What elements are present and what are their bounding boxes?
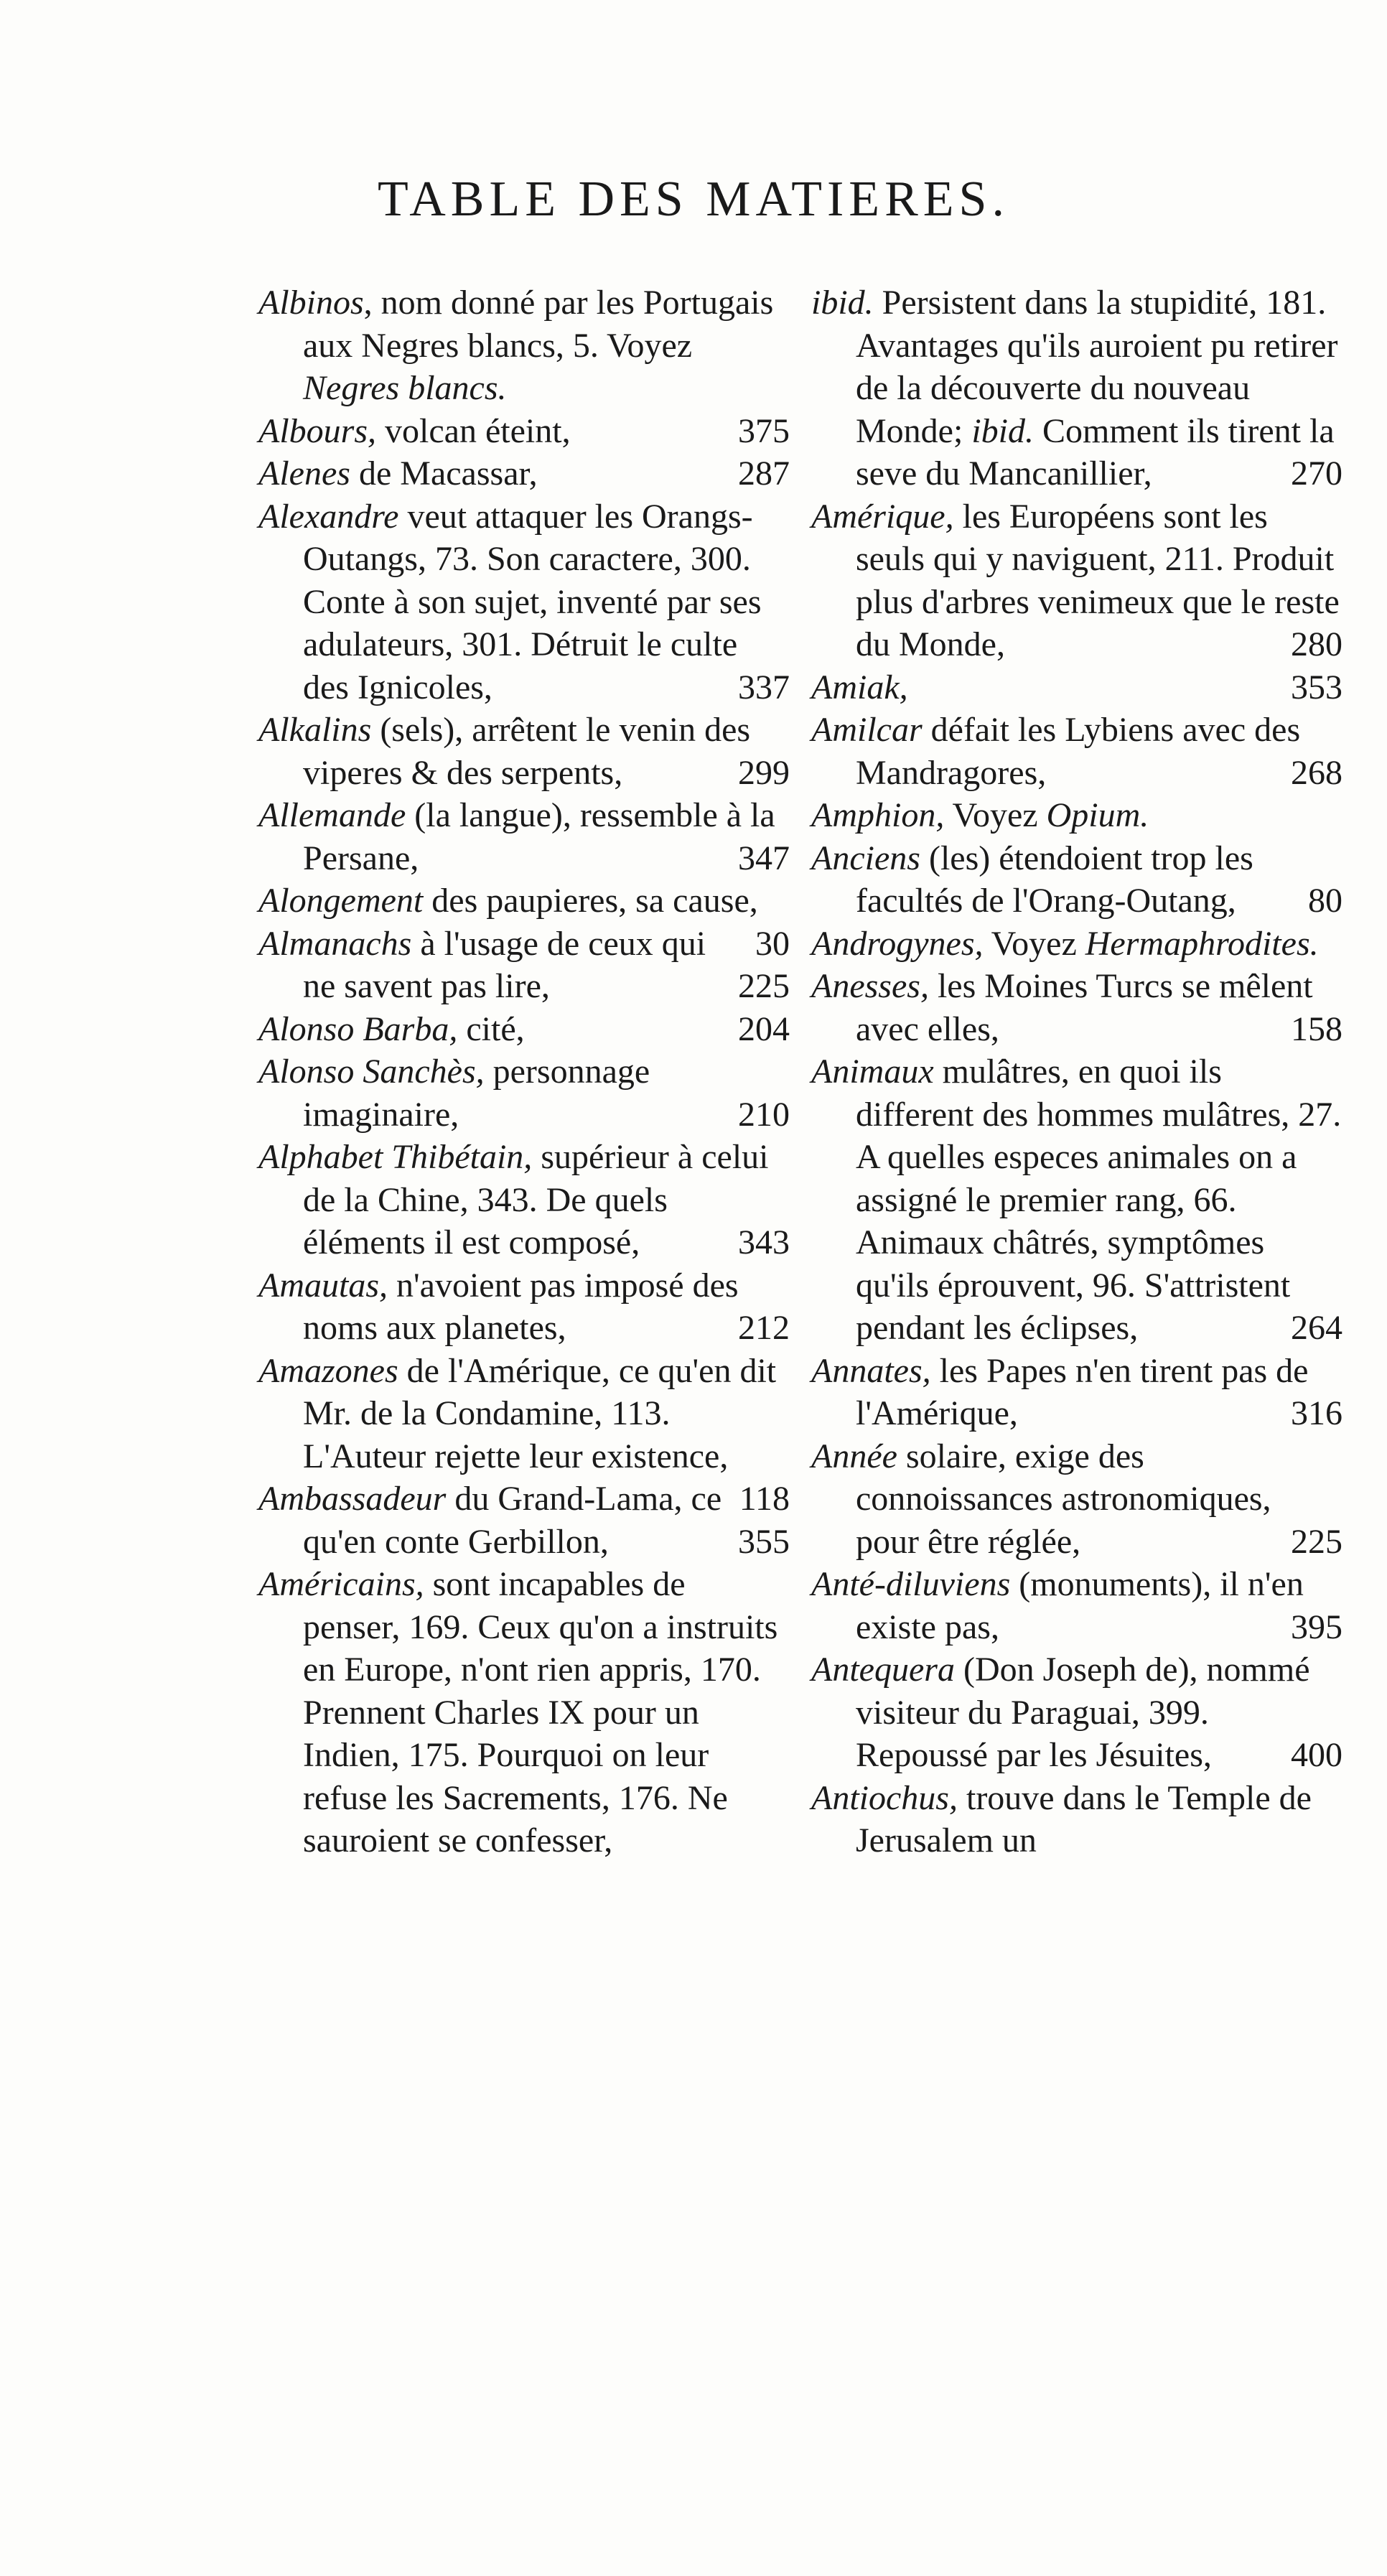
entry-text: veut attaquer les Orangs-Outangs, 73. Son caractere, 300. Conte à son sujet, inventé par ses adulateurs, 301. Détruit le culte des Ignicoles, [303,497,762,706]
index-entry [258,794,790,879]
entry-text: de Macassar, [358,454,538,493]
entry-text: Voyez [991,924,1077,963]
entry-text: les Moines Turcs se mêlent avec elles, [856,967,1313,1048]
index-entry [811,1777,1342,1862]
entry-page-number: 264 [1291,1309,1342,1347]
entry-page-number: 375 [738,411,790,450]
entry-text: , nom donné par les Portugais aux Negres blancs, 5. Voyez [303,284,774,365]
index-entry [811,837,1342,923]
index-column-right [811,281,1342,1862]
index-entry [811,1435,1342,1564]
index-entry [811,1563,1342,1648]
entry-page-number: 343 [738,1223,790,1261]
page-title: TABLE DES MATIERES. [378,172,1009,227]
entry-term: Antequera [811,1651,955,1689]
entry-page-number: 268 [1291,753,1342,792]
entry-term: Antiochus, [811,1778,958,1817]
entry-term: Année [811,1437,897,1475]
entry-page-number: 225 [1291,1522,1342,1561]
entry-term: ibid. [811,284,874,322]
entry-page-number: 30 [755,924,790,963]
entry-page-number: 280 [1291,625,1342,663]
index-entry [811,965,1342,1050]
entry-term: Américains, [258,1565,424,1603]
entry-term: Anté-diluviens [811,1565,1011,1603]
entry-term: Amphion, [811,796,945,834]
entry-text: (sels), arrêtent le venin des viperes & des serpents, [303,711,751,792]
entry-page-number: 212 [738,1309,790,1347]
entry-term: Ambassadeur [258,1480,447,1518]
entry-page-number: 355 [738,1522,790,1561]
entry-text: du Grand-Lama, ce qu'en conte Gerbillon, [303,1480,722,1561]
entry-page-number: 337 [738,668,790,706]
entry-text: de l'Amérique, ce qu'en dit Mr. de la Condamine, 113. L'Auteur rejette leur existence, [303,1351,777,1475]
index-entry [258,923,790,1008]
entry-page-number: 204 [738,1009,790,1048]
entry-text: Persistent dans la stupidité, 181. Avantages qu'ils auroient pu retirer de la découverte du nouveau Monde; [856,284,1338,450]
entry-text: n'avoient pas imposé des noms aux planetes, [303,1266,739,1347]
entry-text: trouve dans le Temple de Jerusalem un [856,1778,1312,1859]
index-entry [811,709,1342,794]
index-entry [811,1050,1342,1350]
entry-term: Anciens [811,839,920,877]
entry-page-number: 287 [738,454,790,493]
index-entry [258,1008,790,1051]
entry-term: Alexandre [258,497,399,536]
entry-term: Amilcar [811,711,923,749]
entry-text: les Européens sont les seuls qui y naviguent, 211. Produit plus d'arbres venimeux que le reste du Monde, [856,497,1340,663]
entry-page-number: 299 [738,753,790,792]
index-entry [258,1264,790,1350]
index-entry [258,1050,790,1136]
entry-term: Androgynes, [811,924,984,963]
entry-text: (la langue), ressemble à la Persane, [303,796,775,877]
index-entry [258,281,790,410]
index-entry [258,1563,790,1862]
entry-text: défait les Lybiens avec des Mandragores, [856,711,1301,792]
entry-text: volcan éteint, [385,411,571,450]
entry-page-number: 210 [738,1095,790,1134]
entry-term: Albours, [258,411,377,450]
entry-term: Almanachs [258,924,412,963]
entry-text: sont incapables de penser, 169. Ceux qu'on a instruits en Europe, n'ont rien appris, 170. Prennent Charles IX pour un Indien, 175. Pourquoi on leur refuse les Sacrements, 176. Ne sauroient se confesser, [303,1565,778,1859]
index-entry [811,923,1342,966]
entry-term: Albinos [258,284,364,322]
entry-text: les Papes n'en tirent pas de l'Amérique, [856,1351,1309,1432]
entry-page-number: 270 [1291,454,1342,493]
entry-term: Alkalins [258,711,372,749]
index-column-left [258,281,790,1862]
entry-page-number: 395 [1291,1607,1342,1646]
entry-reference: Negres blancs. [303,369,507,407]
entry-text: à l'usage de ceux qui ne savent pas lire, [303,924,706,1005]
index-entry [258,1478,790,1563]
entry-page-number: 118 [739,1480,790,1518]
entry-page-number: 353 [1291,668,1342,706]
index-entry [258,452,790,495]
index-entry [811,1350,1342,1435]
index-entry [258,495,790,709]
entry-page-number: 158 [1291,1009,1342,1048]
entry-text: Voyez [952,796,1038,834]
entry-term: Amautas, [258,1266,388,1305]
entry-page-number: 225 [738,967,790,1005]
index-entry [811,666,1342,709]
index-entry [258,1136,790,1264]
entry-term: Anesses, [811,967,929,1005]
entry-term: Annates, [811,1351,931,1390]
entry-term: Amazones [258,1351,398,1390]
entry-term: Alphabet Thibétain, [258,1138,533,1176]
entry-page-number: 347 [738,839,790,877]
entry-term: Amérique, [811,497,954,536]
entry-page-number: 400 [1291,1736,1342,1774]
entry-text: (Don Joseph de), nommé visiteur du Paraguai, 399. Repoussé par les Jésuites, [856,1651,1310,1774]
entry-reference: Opium. [1046,796,1149,834]
entry-term: Alenes [258,454,350,493]
entry-term: Animaux [811,1053,934,1091]
index-entry [258,410,790,453]
entry-text: mulâtres, en quoi ils different des hommes mulâtres, 27. A quelles especes animales on a assigné le premier rang, 66. Animaux châtrés, symptômes qu'ils éprouvent, 96. S'attristent pendant les éclipses, [856,1053,1342,1347]
entry-text: (monuments), il n'en existe pas, [856,1565,1304,1646]
entry-text: solaire, exige des connoissances astronomiques, pour être réglée, [856,1437,1271,1561]
entry-term: Allemande [258,796,406,834]
entry-text: des paupieres, sa cause, [431,882,758,920]
index-entry [811,281,1342,495]
entry-page-number: 316 [1291,1394,1342,1432]
entry-term: Alonso Sanchès, [258,1053,485,1091]
index-entry [811,1648,1342,1777]
entry-term: Alongement [258,882,424,920]
entry-term: Alonso Barba, [258,1009,458,1048]
entry-text: Comment ils tirent la seve du Mancanillier, [856,411,1335,493]
index-entry [811,794,1342,837]
entry-text: (les) étendoient trop les facultés de l'Orang-Outang, [856,839,1253,920]
index-entry [811,495,1342,666]
entry-page-number: 80 [1308,882,1342,920]
entry-text: supérieur à celui de la Chine, 343. De quels éléments il est composé, [303,1138,769,1261]
entry-reference: ibid. [971,411,1034,450]
entry-term: Amiak, [811,668,908,706]
entry-text: personnage imaginaire, [303,1053,650,1134]
entry-reference: Hermaphrodites. [1085,924,1319,963]
entry-text: cité, [466,1009,525,1048]
index-entry [258,709,790,794]
